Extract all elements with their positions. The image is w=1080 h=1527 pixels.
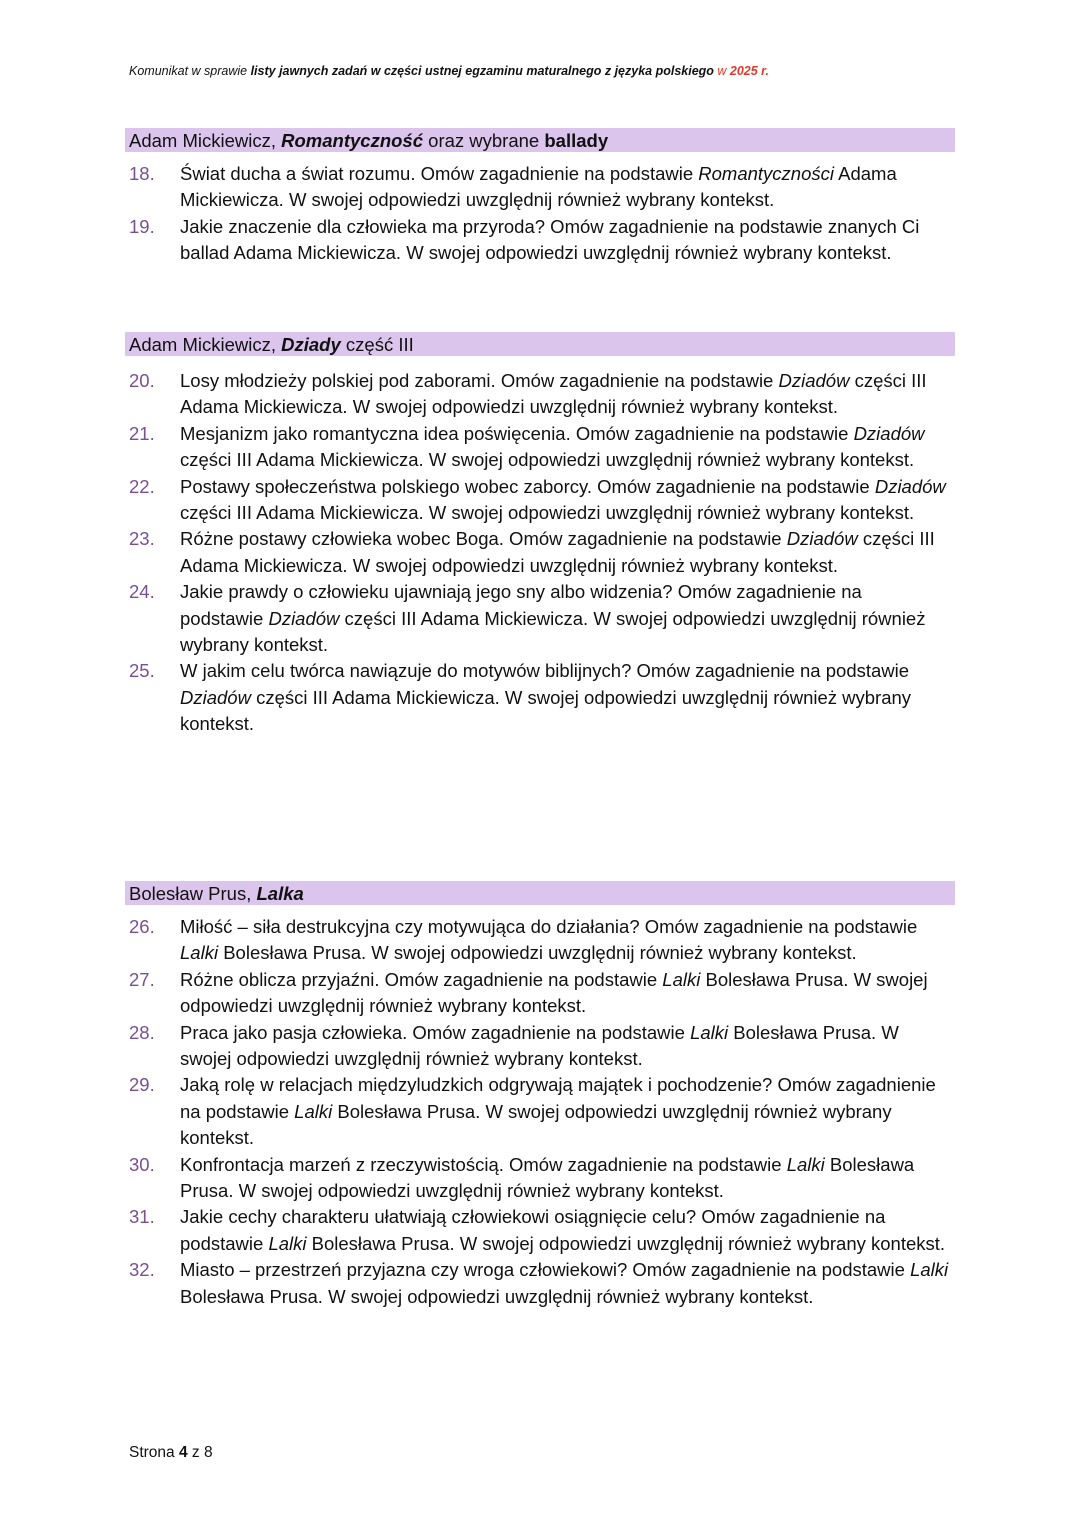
task-text-part: części III Adama Mickiewicza. W swojej odpowiedzi uwzględnij również wybrany kontekst. — [180, 528, 935, 576]
task-text-part: Postawy społeczeństwa polskiego wobec zaborcy. Omów zagadnienie na podstawie — [180, 475, 875, 497]
task-text-part: Miasto – przestrzeń przyjazna czy wroga człowiekowi? Omów zagadnienie na podstawie — [180, 1259, 911, 1281]
task-text — [180, 1072, 959, 1151]
header-w: w — [713, 64, 730, 78]
section-work: Romantyczność — [281, 130, 424, 151]
task-text-part: Bolesława Prusa. W swojej odpowiedzi uwzględnij również wybrany kontekst. — [306, 1232, 946, 1254]
work-title-italic: Dziadów — [268, 607, 340, 629]
work-title-italic: Dziadów — [786, 528, 858, 550]
task-text-part: Różne postawy człowieka wobec Boga. Omów zagadnienie na podstawie — [180, 528, 787, 550]
task-list-lalka — [129, 914, 959, 1310]
work-title-italic: Lalki — [786, 1153, 825, 1175]
task-text — [180, 1204, 959, 1257]
task-number: 30. — [129, 1153, 155, 1175]
task-text-part: Bolesława Prusa. W swojej odpowiedzi uwzględnij również wybrany kontekst. — [180, 968, 928, 1017]
task-number: 18. — [129, 163, 155, 184]
task-text-part: Jakie cechy charakteru ułatwiają człowiekowi osiągnięcie celu? Omów zagadnienie na podstawie — [180, 1206, 886, 1254]
page-header — [129, 64, 769, 78]
task-text-part: części III Adama Mickiewicza. W swojej odpowiedzi uwzględnij również wybrany kontekst. — [180, 607, 926, 656]
task-list-dziady — [129, 368, 959, 738]
task-text — [180, 914, 959, 967]
task-text-part: Świat ducha a świat rozumu. Omów zagadnienie na podstawie — [180, 163, 699, 184]
header-prefix: Komunikat w sprawie — [129, 64, 251, 78]
task-number: 24. — [129, 581, 155, 603]
task-text-part: Jakie prawdy o człowieku ujawniają jego sny albo widzenia? Omów zagadnienie na podstawie — [180, 581, 862, 629]
task-text-part: części III Adama Mickiewicza. W swojej odpowiedzi uwzględnij również wybrany kontekst. — [180, 502, 915, 524]
section-author: Adam Mickiewicz, — [129, 334, 282, 355]
task-item — [129, 1257, 959, 1310]
task-text-part: Bolesława Prusa. W swojej odpowiedzi uwzględnij również wybrany kontekst. — [180, 1285, 814, 1307]
section-mid: oraz wybrane — [423, 130, 545, 151]
task-number: 31. — [129, 1206, 155, 1228]
task-item — [129, 1072, 959, 1151]
task-number: 29. — [129, 1074, 155, 1096]
work-title-italic: Lalki — [180, 942, 219, 964]
work-title-italic: Lalki — [662, 968, 701, 990]
task-text-part: Praca jako pasja człowieka. Omów zagadnienie na podstawie — [180, 1021, 691, 1043]
task-text-part: Jaką rolę w relacjach międzyludzkich odgrywają majątek i pochodzenie? Omów zagadnienie na podstawie — [180, 1074, 936, 1122]
task-item — [129, 1152, 959, 1205]
task-text-part: Konfrontacja marzeń z rzeczywistością. Omów zagadnienie na podstawie — [180, 1153, 787, 1175]
task-text-part: Miłość – siła destrukcyjna czy motywująca do działania? Omów zagadnienie na podstawie — [180, 916, 918, 937]
task-item — [129, 658, 959, 737]
task-text-part: Bolesława Prusa. W swojej odpowiedzi uwzględnij również wybrany kontekst. — [218, 942, 857, 964]
task-item — [129, 161, 959, 214]
task-number: 19. — [129, 215, 155, 237]
work-title-italic: Lalki — [690, 1021, 729, 1043]
task-number: 28. — [129, 1021, 155, 1043]
work-title-italic: Dziadów — [778, 370, 850, 391]
task-item — [129, 474, 959, 527]
task-number: 25. — [129, 660, 155, 682]
task-item — [129, 967, 959, 1020]
work-title-italic: Lalki — [294, 1100, 333, 1122]
task-text-part: Adama Mickiewicza. W swojej odpowiedzi uwzględnij również wybrany kontekst. — [180, 163, 897, 211]
task-list-romantycznosc — [129, 161, 959, 267]
section-heading-lalka — [125, 881, 955, 905]
task-text-part: W jakim celu twórca nawiązuje do motywów biblijnych? Omów zagadnienie na podstawie — [180, 660, 910, 682]
section-work: Dziady — [281, 334, 341, 355]
task-number: 21. — [129, 422, 155, 444]
task-text — [180, 474, 959, 527]
section-tail: ballady — [544, 130, 609, 151]
task-text-part: Bolesława Prusa. W swojej odpowiedzi uwzględnij również wybrany kontekst. — [180, 1100, 892, 1149]
section-heading-romantycznosc — [125, 128, 955, 152]
task-text-part: Losy młodzieży polskiej pod zaborami. Omów zagadnienie na podstawie — [180, 370, 779, 391]
task-text — [180, 967, 959, 1020]
task-text-part: części III Adama Mickiewicza. W swojej odpowiedzi uwzględnij również wybrany kontekst. — [180, 449, 915, 471]
section-mid: część III — [340, 334, 414, 355]
task-number: 32. — [129, 1259, 155, 1281]
task-text-part: Bolesława Prusa. W swojej odpowiedzi uwzględnij również wybrany kontekst. — [180, 1153, 915, 1202]
task-text — [180, 1257, 959, 1310]
task-item — [129, 914, 959, 967]
task-text — [180, 368, 959, 421]
task-text — [180, 526, 959, 579]
section-author: Adam Mickiewicz, — [129, 130, 282, 151]
task-number: 23. — [129, 528, 155, 550]
work-title-italic: Dziadów — [853, 422, 925, 444]
task-text-part: Różne oblicza przyjaźni. Omów zagadnienie na podstawie — [180, 968, 663, 990]
task-text — [180, 421, 959, 474]
section-heading-dziady — [125, 332, 955, 356]
task-item — [129, 579, 959, 658]
work-title-italic: Lalki — [268, 1232, 307, 1254]
task-number: 22. — [129, 475, 155, 497]
footer-mid: z — [187, 1444, 204, 1461]
header-title: listy jawnych zadań w części ustnej egzaminu maturalnego z języka polskiego — [250, 64, 714, 78]
task-item — [129, 526, 959, 579]
task-text-part: części III Adama Mickiewicza. W swojej odpowiedzi uwzględnij również wybrany kontekst. — [180, 686, 912, 735]
work-title-italic: Dziadów — [180, 686, 251, 708]
work-title-italic: Dziadów — [874, 475, 946, 497]
task-text — [180, 579, 959, 658]
task-item — [129, 214, 959, 267]
task-text — [180, 161, 959, 214]
page-number: 4 — [178, 1444, 188, 1461]
task-number: 20. — [129, 370, 155, 391]
task-item — [129, 368, 959, 421]
section-work: Lalka — [256, 883, 304, 904]
task-item — [129, 421, 959, 474]
task-item — [129, 1204, 959, 1257]
task-text — [180, 658, 959, 737]
page-total: 8 — [203, 1444, 213, 1461]
task-text-part: Bolesława Prusa. W swojej odpowiedzi uwzględnij również wybrany kontekst. — [180, 1021, 899, 1070]
page-footer — [129, 1444, 213, 1462]
task-text — [180, 214, 959, 267]
task-number: 26. — [129, 916, 155, 937]
task-text-part: Jakie znaczenie dla człowieka ma przyroda? Omów zagadnienie na podstawie znanych Ci ballad Adama Mickiewicza. W swojej odpowiedzi uwzględnij również wybrany kontekst. — [180, 215, 920, 264]
header-year: 2025 r. — [729, 64, 769, 78]
task-text — [180, 1020, 959, 1073]
work-title-italic: Romantyczności — [698, 163, 834, 184]
task-item — [129, 1020, 959, 1073]
task-number: 27. — [129, 968, 155, 990]
footer-prefix: Strona — [129, 1444, 179, 1461]
section-author: Bolesław Prus, — [129, 883, 257, 904]
task-text — [180, 1152, 959, 1205]
work-title-italic: Lalki — [910, 1259, 949, 1281]
task-text-part: części III Adama Mickiewicza. W swojej odpowiedzi uwzględnij również wybrany kontekst. — [180, 370, 927, 418]
task-text-part: Mesjanizm jako romantyczna idea poświęcenia. Omów zagadnienie na podstawie — [180, 422, 854, 444]
